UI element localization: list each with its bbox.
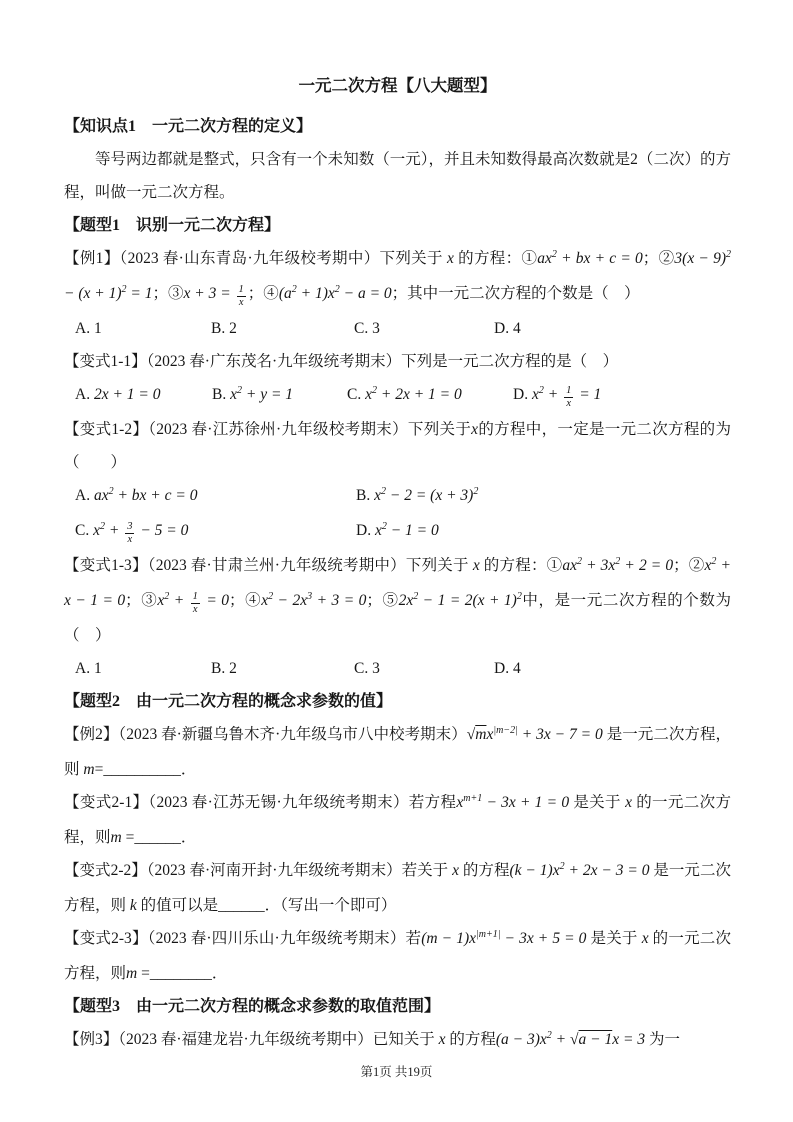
- option-item: [494, 652, 731, 685]
- variant-1-1: [64, 345, 731, 378]
- fraction-denominator: x: [566, 398, 572, 409]
- superscript: 2: [473, 486, 479, 497]
- text-run: 的一元二次方程，则: [64, 794, 731, 846]
- text-run: 【例3】（2023 春·福建龙岩·九年级统考期中）已知关于: [64, 1031, 439, 1048]
- variant-1-3-choices: [64, 652, 731, 685]
- superscript: 2: [381, 521, 387, 532]
- radical: [467, 726, 487, 743]
- variant-2-1: [64, 786, 731, 854]
- text-run: 是关于: [569, 794, 626, 811]
- definition-paragraph: [64, 143, 731, 209]
- math-run: − 2x: [273, 592, 308, 609]
- math-run: (m − 1)x: [421, 930, 476, 947]
- text-run: 【变式1-3】（2023 春·甘肃兰州·九年级统考期中）下列关于: [64, 557, 473, 574]
- superscript: 2: [559, 861, 565, 872]
- text-run: ；④: [247, 285, 279, 302]
- page-title: 一元二次方程【八大题型】: [298, 76, 497, 95]
- math-run: + bx + c = 0: [113, 487, 198, 504]
- math-run: + 2 = 0: [620, 557, 674, 574]
- math-run: + 2x − 3 = 0: [564, 862, 650, 879]
- superscript: 2: [99, 521, 105, 532]
- math-run: m: [110, 829, 122, 846]
- text-run: 的方程：①: [479, 557, 563, 574]
- math-run: − 1 = 2(x + 1): [418, 592, 517, 609]
- variant-1-2-choices-row-1: [64, 479, 731, 514]
- superscript: 2: [615, 556, 621, 567]
- text-run: 【题型1 识别一元二次方程】: [64, 217, 281, 234]
- math-run: 2x + 1 = 0: [93, 386, 161, 403]
- math-run: x = 3: [612, 1031, 646, 1048]
- text-run: ；②: [673, 557, 705, 574]
- text-run: 的方程：①: [453, 250, 538, 267]
- variant-1-2-choices-row-2: [64, 514, 731, 549]
- option-item: [75, 378, 212, 413]
- math-run: − 2 = (x + 3): [385, 487, 474, 504]
- text-run: 的值可以是______．（写出一个即可）: [136, 897, 397, 914]
- text-run: A.: [75, 487, 94, 504]
- math-run: − a = 0: [339, 285, 392, 302]
- math-run: x: [157, 592, 165, 609]
- text-run: ；③: [125, 592, 158, 609]
- inline-fraction: [125, 521, 134, 546]
- math-run: x: [472, 557, 480, 574]
- superscript: m+1: [463, 793, 483, 804]
- text-run: ；③: [152, 285, 184, 302]
- fraction-denominator: x: [192, 604, 198, 615]
- text-run: 【变式2-3】（2023 春·四川乐山·九年级统考期末）若: [64, 930, 422, 947]
- text-run: 【变式1-2】（2023 春·江苏徐州·九年级校考期末）下列关于: [64, 421, 472, 438]
- variant-1-1-choices: [64, 378, 731, 413]
- math-run: x: [374, 487, 381, 504]
- variant-2-3: [64, 922, 731, 990]
- math-run: + 2x + 1 = 0: [376, 386, 462, 403]
- option-item: [347, 378, 513, 413]
- math-run: (k − 1)x: [509, 862, 560, 879]
- text-run: B. 2: [211, 660, 237, 677]
- text-run: 【变式1-1】（2023 春·广东茂名·九年级统考期末）下列是一元二次方程的是（ ）: [64, 353, 619, 370]
- math-run: x: [625, 794, 632, 811]
- math-run: 3(x − 9): [674, 250, 726, 267]
- text-run: A.: [75, 386, 94, 403]
- text-run: 【变式2-2】（2023 春·河南开封·九年级统考期末）若关于: [64, 862, 453, 879]
- math-run: x: [641, 930, 649, 947]
- text-run: B.: [356, 487, 375, 504]
- superscript: 2: [413, 591, 419, 602]
- math-run: ax: [537, 250, 552, 267]
- math-run: +: [551, 1031, 570, 1048]
- text-run: B. 2: [211, 320, 237, 337]
- math-run: x: [447, 250, 454, 267]
- math-run: − 5 = 0: [136, 522, 189, 539]
- math-run: +: [169, 592, 189, 609]
- document-blocks: [64, 110, 731, 1058]
- superscript: 2: [268, 591, 274, 602]
- math-run: +: [104, 522, 124, 539]
- superscript: 2: [726, 249, 731, 260]
- option-item: [75, 652, 211, 685]
- text-run: A. 1: [75, 320, 102, 337]
- variant-1-3: [64, 549, 731, 652]
- example-1-choices: [64, 312, 731, 345]
- variant-2-2: [64, 854, 731, 922]
- math-run: − 1 = 0: [386, 522, 439, 539]
- radical-sign-icon: √: [466, 726, 476, 743]
- option-item: [513, 378, 731, 413]
- option-item: [354, 312, 494, 345]
- inline-fraction: [237, 284, 246, 309]
- fraction-numerator: 1: [238, 284, 244, 296]
- text-run: 【题型3 由一元二次方程的概念求参数的取值范围】: [64, 998, 441, 1015]
- superscript: 2: [291, 284, 297, 295]
- text-run: C. 3: [354, 320, 380, 337]
- text-run: A. 1: [75, 660, 102, 677]
- math-run: m: [126, 965, 138, 982]
- superscript: 2: [371, 385, 377, 396]
- topic-3-heading: [64, 990, 731, 1023]
- option-item: [75, 514, 356, 549]
- inline-fraction: [564, 385, 573, 410]
- text-run: C.: [75, 522, 94, 539]
- math-run: + 3 = 0: [312, 592, 367, 609]
- option-item: [356, 479, 731, 514]
- math-run: + 3x: [582, 557, 616, 574]
- example-2: [64, 718, 731, 786]
- knowledge-point-1-heading: [64, 110, 731, 143]
- radicand: a − 1: [578, 1031, 613, 1048]
- math-run: x: [471, 421, 479, 438]
- math-run: x: [261, 592, 269, 609]
- superscript: 2: [538, 385, 544, 396]
- text-run: ；⑤: [366, 592, 399, 609]
- superscript: 3: [307, 591, 313, 602]
- math-run: x: [230, 386, 237, 403]
- text-run: =__________．: [94, 761, 197, 778]
- superscript: 2: [551, 249, 557, 260]
- superscript: 2: [108, 486, 114, 497]
- text-run: 是关于: [586, 930, 642, 947]
- math-run: x + 3 =: [183, 285, 235, 302]
- superscript: 2: [121, 284, 127, 295]
- math-run: x: [531, 386, 539, 403]
- superscript: 2: [380, 486, 386, 497]
- math-run: x: [456, 794, 464, 811]
- topic-2-heading: [64, 685, 731, 718]
- text-run: 【变式2-1】（2023 春·江苏无锡·九年级统考期末）若方程: [64, 794, 457, 811]
- superscript: 2: [334, 284, 340, 295]
- text-run: 等号两边都就是整式，只含有一个未知数（一元），并且未知数得最高次数就是2（二次）的方程，叫做一元二次方程。: [64, 151, 731, 201]
- math-run: x: [374, 522, 382, 539]
- text-run: 是一元二次方程，则: [64, 862, 731, 914]
- math-run: x: [365, 386, 372, 403]
- math-run: (a: [278, 285, 292, 302]
- superscript: 2: [546, 1030, 552, 1041]
- topic-1-heading: [64, 209, 731, 242]
- text-run: 为一: [645, 1031, 680, 1048]
- text-run: 【题型2 由一元二次方程的概念求参数的值】: [64, 693, 393, 710]
- superscript: 2: [516, 591, 522, 602]
- text-run: =______．: [121, 829, 197, 846]
- page-footer: 第1页 共19页: [360, 1065, 433, 1079]
- fraction-denominator: x: [127, 534, 133, 545]
- math-run: (a − 3)x: [495, 1031, 547, 1048]
- math-run: + 3x − 7 = 0: [517, 726, 603, 743]
- fraction-denominator: x: [238, 297, 244, 308]
- text-run: 【例2】（2023 春·新疆乌鲁木齐·九年级乌市八中校考期末）: [64, 726, 467, 743]
- text-run: 的方程: [459, 862, 510, 879]
- text-run: ；其中一元二次方程的个数是（ ）: [391, 285, 640, 302]
- radical-sign-icon: √: [570, 1031, 579, 1048]
- math-run: x: [452, 862, 459, 879]
- option-item: [212, 378, 347, 413]
- math-run: +: [543, 386, 563, 403]
- math-run: k: [129, 897, 137, 914]
- example-1: [64, 242, 731, 312]
- option-item: [211, 312, 354, 345]
- math-run: − 3x + 1 = 0: [482, 794, 570, 811]
- text-run: =________．: [137, 965, 228, 982]
- math-run: ax: [562, 557, 578, 574]
- text-run: 的方程中，一定是一元二次方程的为（ ）: [64, 421, 731, 471]
- text-run: C.: [347, 386, 366, 403]
- fraction-numerator: 1: [192, 591, 198, 603]
- option-item: [75, 312, 211, 345]
- text-run: 是一元二次方程，则: [64, 726, 731, 778]
- math-run: x: [704, 557, 712, 574]
- math-run: + 1)x: [296, 285, 335, 302]
- math-run: − (x + 1): [64, 285, 122, 302]
- text-run: ；②: [642, 250, 675, 267]
- text-run: C. 3: [354, 660, 380, 677]
- text-run: D. 4: [494, 660, 521, 677]
- radicand: m: [475, 726, 487, 743]
- math-run: + x − 1 = 0: [64, 557, 731, 609]
- text-run: 的方程: [445, 1031, 496, 1048]
- math-run: x: [93, 522, 100, 539]
- text-run: ；④: [229, 592, 262, 609]
- fraction-numerator: 1: [566, 385, 572, 397]
- math-run: ax: [93, 487, 109, 504]
- math-run: 2x: [398, 592, 414, 609]
- superscript: 2: [577, 556, 583, 567]
- option-item: [356, 514, 731, 549]
- option-item: [211, 652, 354, 685]
- superscript: 2: [236, 385, 242, 396]
- superscript: |m−2|: [493, 725, 518, 736]
- superscript: 2: [164, 591, 170, 602]
- text-run: D.: [356, 522, 375, 539]
- example-3: [64, 1023, 731, 1058]
- math-run: − 3x + 5 = 0: [500, 930, 587, 947]
- math-run: x: [486, 726, 494, 743]
- text-run: 【例1】（2023 春·山东青岛·九年级校考期中）下列关于: [64, 250, 448, 267]
- superscript: 2: [711, 556, 717, 567]
- inline-fraction: [191, 591, 200, 616]
- math-run: + bx + c = 0: [556, 250, 643, 267]
- option-item: [75, 479, 356, 514]
- superscript: |m+1|: [476, 929, 501, 940]
- text-run: 中，是一元二次方程的个数为（ ）: [64, 592, 731, 644]
- text-run: 的一元二次方程，则: [64, 930, 731, 982]
- math-run: m: [83, 761, 95, 778]
- math-run: = 0: [201, 592, 230, 609]
- fraction-numerator: 3: [127, 521, 133, 533]
- math-run: = 1: [575, 386, 602, 403]
- radical: [570, 1031, 612, 1048]
- math-run: x: [438, 1031, 446, 1048]
- text-run: D. 4: [494, 320, 521, 337]
- variant-1-2: [64, 413, 731, 479]
- math-run: = 1: [126, 285, 153, 302]
- option-item: [354, 652, 494, 685]
- text-run: 【知识点1 一元二次方程的定义】: [64, 118, 313, 135]
- math-run: + y = 1: [241, 386, 294, 403]
- option-item: [494, 312, 731, 345]
- text-run: D.: [513, 386, 532, 403]
- text-run: B.: [212, 386, 231, 403]
